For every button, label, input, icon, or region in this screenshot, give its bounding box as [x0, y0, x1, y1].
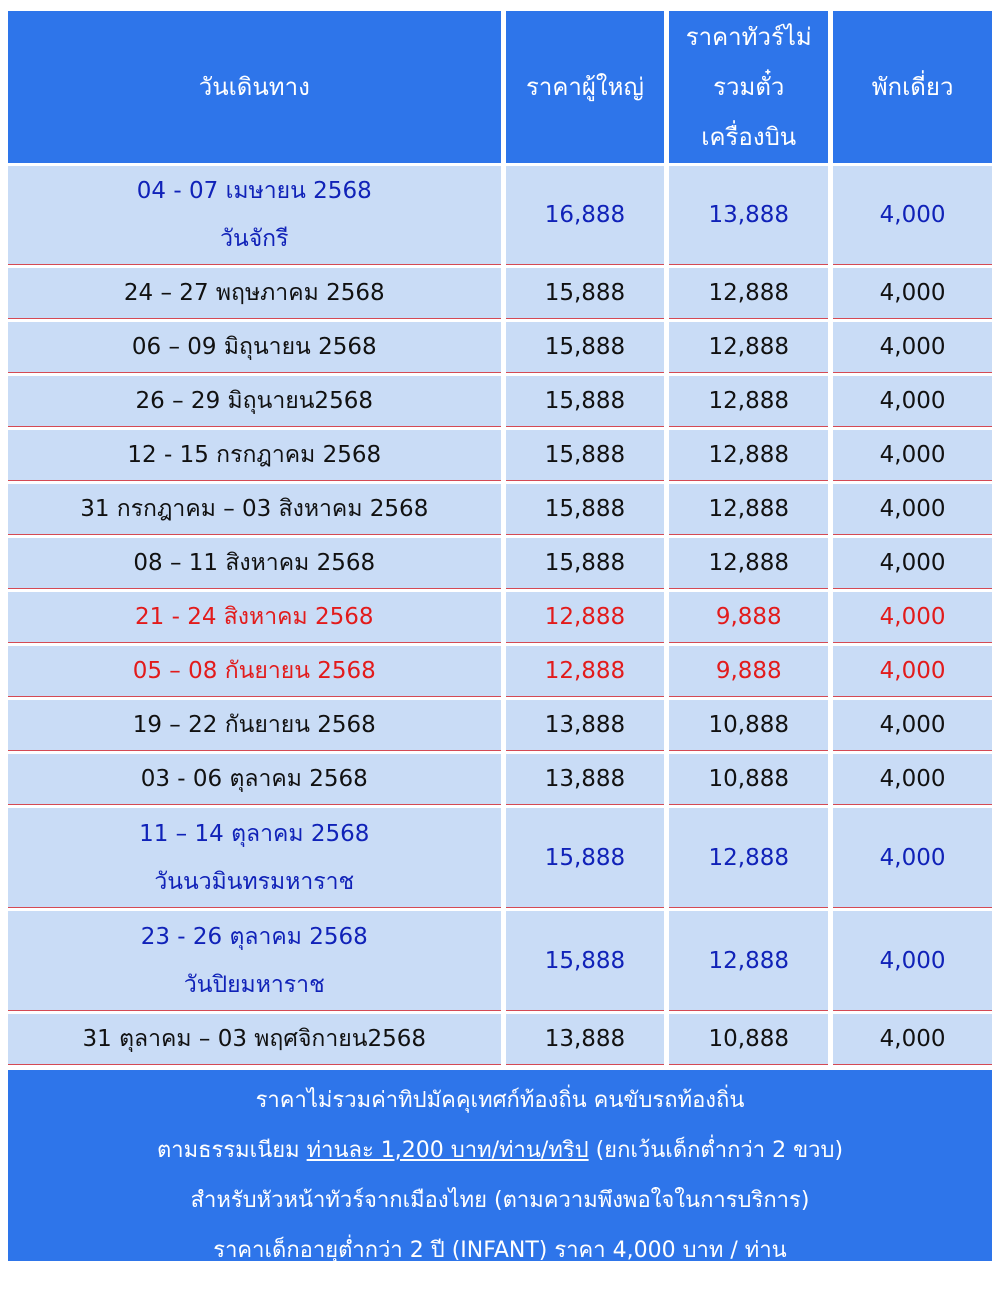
travel-date: 19 – 22 กันยายน 2568: [132, 712, 376, 738]
table-row: [8, 538, 992, 589]
single-supplement-cell: 4,000: [833, 1014, 992, 1065]
holiday-note: วันจักรี: [220, 226, 289, 252]
single-supplement-cell: 4,000: [833, 484, 992, 535]
table-row: [8, 1014, 992, 1065]
tour-price-table: [3, 8, 997, 1068]
single-supplement-cell: 4,000: [833, 754, 992, 805]
travel-date-cell: [8, 700, 501, 751]
no-ticket-price-cell: 12,888: [669, 268, 828, 319]
price-notes-footer: [8, 1070, 992, 1261]
travel-date-cell: [8, 268, 501, 319]
single-supplement-cell: 4,000: [833, 538, 992, 589]
table-row: [8, 646, 992, 697]
single-supplement-cell: 4,000: [833, 430, 992, 481]
travel-date: 21 - 24 สิงหาคม 2568: [135, 604, 374, 630]
table-row: [8, 166, 992, 265]
table-row: [8, 376, 992, 427]
single-supplement-cell: 4,000: [833, 166, 992, 265]
single-supplement-cell: 4,000: [833, 268, 992, 319]
adult-price-cell: 15,888: [506, 911, 665, 1011]
header-single-supplement: พักเดี่ยว: [833, 11, 992, 163]
no-ticket-price-cell: 12,888: [669, 538, 828, 589]
no-ticket-price-cell: 12,888: [669, 911, 828, 1011]
price-table-container: [8, 8, 992, 1261]
adult-price-cell: 15,888: [506, 322, 665, 373]
footer-note-line3: สำหรับหัวหน้าทัวร์จากเมืองไทย (ตามความพึงพอใจในการบริการ): [190, 1188, 810, 1213]
no-ticket-price-cell: 10,888: [669, 700, 828, 751]
travel-date: 03 - 06 ตุลาคม 2568: [140, 766, 368, 792]
footer-line2-suffix: (ยกเว้นเด็กต่ำกว่า 2 ขวบ): [588, 1138, 844, 1163]
holiday-note: วันนวมินทรมหาราช: [154, 868, 355, 895]
no-ticket-price-cell: 13,888: [669, 166, 828, 265]
travel-date: 06 – 09 มิถุนายน 2568: [131, 334, 377, 360]
table-body: [8, 166, 992, 1065]
travel-date: 26 – 29 มิถุนายน2568: [135, 388, 373, 414]
travel-date: 04 - 07 เมษายน 2568: [136, 178, 372, 204]
single-supplement-cell: 4,000: [833, 376, 992, 427]
adult-price-cell: 15,888: [506, 430, 665, 481]
travel-date-cell: [8, 754, 501, 805]
adult-price-cell: 13,888: [506, 754, 665, 805]
travel-date: 23 - 26 ตุลาคม 2568: [140, 923, 368, 950]
travel-date-cell: [8, 484, 501, 535]
travel-date-cell: [8, 911, 501, 1011]
footer-tip-amount: ท่านละ 1,200 บาท/ท่าน/ทริป: [306, 1138, 589, 1163]
holiday-note: วันปิยมหาราช: [183, 971, 325, 998]
single-supplement-cell: 4,000: [833, 808, 992, 908]
adult-price-cell: 16,888: [506, 166, 665, 265]
travel-date: 08 – 11 สิงหาคม 2568: [133, 550, 376, 576]
table-row: [8, 754, 992, 805]
single-supplement-cell: 4,000: [833, 592, 992, 643]
travel-date-cell: [8, 322, 501, 373]
adult-price-cell: 13,888: [506, 1014, 665, 1065]
travel-date-cell: [8, 166, 501, 265]
table-header-row: [8, 11, 992, 163]
header-no-ticket-line2: รวมตั๋ว: [713, 73, 785, 101]
no-ticket-price-cell: 9,888: [669, 646, 828, 697]
no-ticket-price-cell: 12,888: [669, 484, 828, 535]
adult-price-cell: 15,888: [506, 484, 665, 535]
footer-note-line1: ราคาไม่รวมค่าทิปมัคคุเทศก์ท้องถิ่น คนขับรถท้องถิ่น: [255, 1088, 745, 1113]
header-no-ticket-line1: ราคาทัวร์ไม่: [685, 23, 812, 51]
table-row: [8, 484, 992, 535]
header-adult-price: ราคาผู้ใหญ่: [506, 11, 665, 163]
travel-date-cell: [8, 538, 501, 589]
travel-date: 05 – 08 กันยายน 2568: [132, 658, 376, 684]
travel-date: 31 กรกฎาคม – 03 สิงหาคม 2568: [80, 496, 429, 522]
single-supplement-cell: 4,000: [833, 700, 992, 751]
travel-date: 31 ตุลาคม – 03 พฤศจิกายน2568: [82, 1026, 427, 1052]
adult-price-cell: 12,888: [506, 646, 665, 697]
travel-date: 11 – 14 ตุลาคม 2568: [139, 820, 370, 847]
single-supplement-cell: 4,000: [833, 646, 992, 697]
header-price-without-ticket: [669, 11, 828, 163]
no-ticket-price-cell: 12,888: [669, 322, 828, 373]
single-supplement-cell: 4,000: [833, 322, 992, 373]
travel-date: 24 – 27 พฤษภาคม 2568: [123, 280, 385, 306]
travel-date-cell: [8, 376, 501, 427]
table-row: [8, 700, 992, 751]
single-supplement-cell: 4,000: [833, 911, 992, 1011]
travel-date-cell: [8, 808, 501, 908]
no-ticket-price-cell: 10,888: [669, 754, 828, 805]
header-travel-date: วันเดินทาง: [8, 11, 501, 163]
no-ticket-price-cell: 12,888: [669, 808, 828, 908]
adult-price-cell: 15,888: [506, 538, 665, 589]
travel-date-cell: [8, 1014, 501, 1065]
footer-note-line2: [8, 1126, 992, 1176]
adult-price-cell: 15,888: [506, 268, 665, 319]
no-ticket-price-cell: 12,888: [669, 376, 828, 427]
no-ticket-price-cell: 10,888: [669, 1014, 828, 1065]
adult-price-cell: 13,888: [506, 700, 665, 751]
no-ticket-price-cell: 12,888: [669, 430, 828, 481]
table-row: [8, 911, 992, 1011]
footer-note-line4: ราคาเด็กอายุต่ำกว่า 2 ปี (INFANT) ราคา 4,000 บาท / ท่าน: [213, 1238, 787, 1263]
table-row: [8, 322, 992, 373]
adult-price-cell: 15,888: [506, 376, 665, 427]
table-row: [8, 268, 992, 319]
travel-date-cell: [8, 430, 501, 481]
adult-price-cell: 12,888: [506, 592, 665, 643]
table-row: [8, 808, 992, 908]
adult-price-cell: 15,888: [506, 808, 665, 908]
table-row: [8, 430, 992, 481]
travel-date-cell: [8, 646, 501, 697]
header-no-ticket-line3: เครื่องบิน: [701, 123, 797, 151]
no-ticket-price-cell: 9,888: [669, 592, 828, 643]
travel-date-cell: [8, 592, 501, 643]
travel-date: 12 - 15 กรกฎาคม 2568: [127, 442, 382, 468]
footer-line2-prefix: ตามธรรมเนียม: [156, 1138, 307, 1163]
table-row: [8, 592, 992, 643]
